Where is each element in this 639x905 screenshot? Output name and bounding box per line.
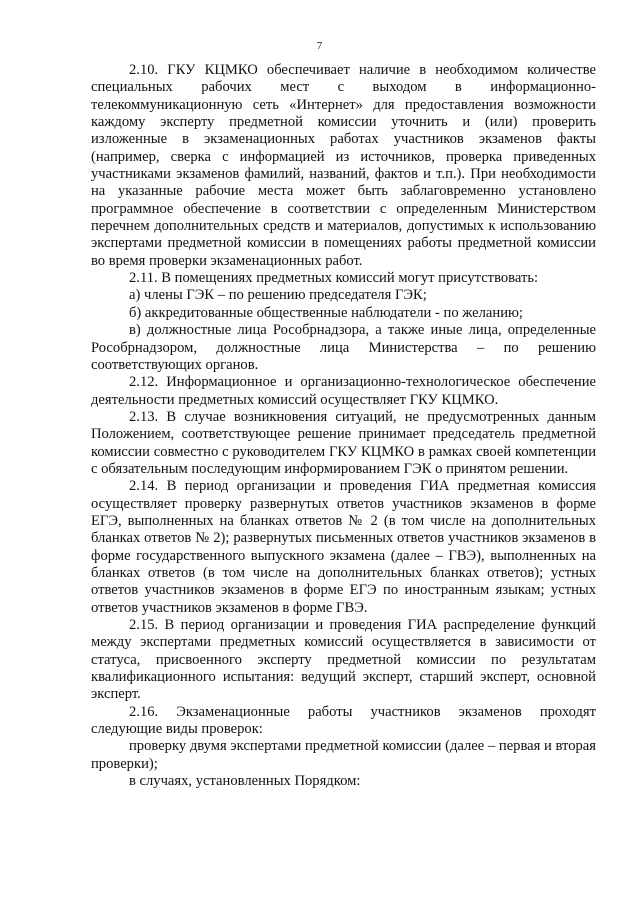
- list-item-a: а) члены ГЭК – по решению председателя ГЭК;: [129, 287, 427, 304]
- paragraph-2-11: 2.11. В помещениях предметных комиссий могут присутствовать:: [129, 270, 539, 287]
- paragraph-2-15: 2.15. В период организации и проведения ГИА распределение функций между экспертами предметных комиссий осуществляется в зависимости от статуса, присвоенного эксперту предметной комиссии по результатам квалификационного испытания: ведущий эксперт, старший эксперт, основной эксперт.: [91, 617, 596, 703]
- list-item-v: в) должностные лица Рособрнадзора, а также иные лица, определенные Рособрнадзором, должностные лица Министерства – по решению соответствующих органов.: [91, 322, 596, 373]
- paragraph-2-12: 2.12. Информационное и организационно-технологическое обеспечение деятельности предметных комиссий осуществляет ГКУ КЦМКО.: [91, 374, 596, 408]
- document-body: [91, 62, 596, 790]
- paragraph-2-16: 2.16. Экзаменационные работы участников экзаменов проходят следующие виды проверок:: [91, 703, 596, 738]
- page-number: 7: [316, 40, 323, 52]
- paragraph-2-14: 2.14. В период организации и проведения ГИА предметная комиссия осуществляет проверку развернутых ответов участников экзаменов в форме ЕГЭ, выполненных на бланках ответов № 2 (в том числе на дополнительных бланках ответов № 2); развернутых письменных ответов участников экзаменов в форме государственного выпускного экзамена (далее – ГВЭ), выполненных на бланках ответов (в том числе на дополнительных бланках ответов); устных ответов участников экзаменов в форме ЕГЭ по иностранным языкам; устных ответов участников экзаменов в форме ГВЭ.: [91, 478, 596, 616]
- paragraph-2-13: 2.13. В случае возникновения ситуаций, не предусмотренных данным Положением, соответствующее решение принимает председатель предметной комиссии совместно с руководителем ГКУ КЦМКО в рамках своей компетенции с обязательным последующим информированием ГЭК о принятом решении.: [91, 408, 596, 477]
- check-type-item: в случаях, установленных Порядком:: [129, 773, 361, 790]
- paragraph-2-10: 2.10. ГКУ КЦМКО обеспечивает наличие в необходимом количестве специальных рабочих мест с выходом в информационно-телекоммуникационную сеть «Интернет» для предоставления возможности каждому эксперту предметной комиссии уточнить и (или) проверить изложенные в экзаменационных работах участников экзаменов факты (например, сверка с информацией из источников, проверка приведенных участниками экзаменов фамилий, названий, фактов и т.п.). При необходимости на указанные рабочие места может быть заблаговременно установлено программное обеспечение в соответствии с определенным Министерством перечнем дополнительных средств и материалов, допустимых к использованию экспертами предметной комиссии в помещениях работы предметной комиссии во время проверки экзаменационных работ.: [91, 62, 596, 269]
- list-item-b: б) аккредитованные общественные наблюдатели - по желанию;: [129, 304, 523, 321]
- check-type-item: проверку двумя экспертами предметной комиссии (далее – первая и вторая проверки);: [91, 738, 596, 772]
